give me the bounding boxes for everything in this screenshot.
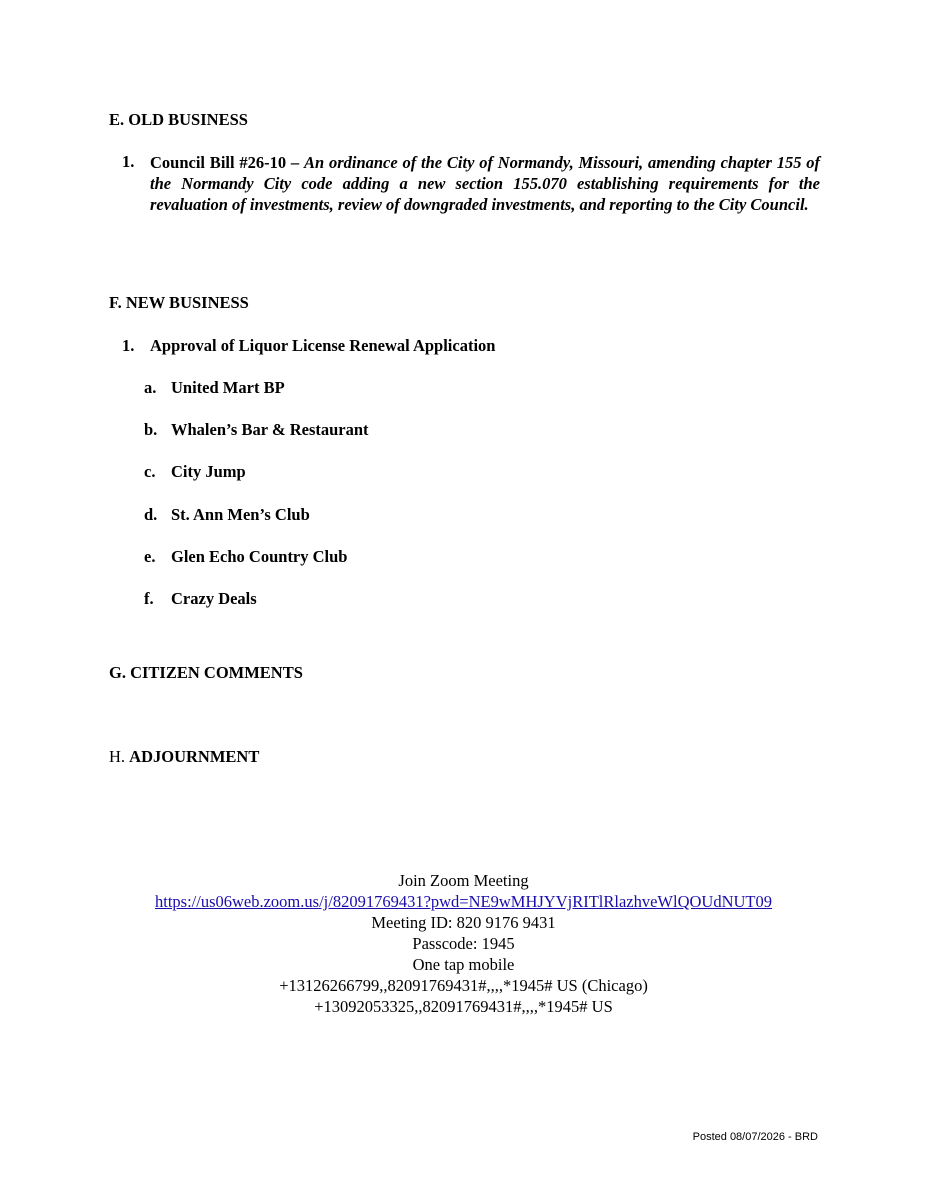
list-item-letter: e. <box>144 547 156 566</box>
old-business-item-number: 1. <box>122 152 135 171</box>
new-business-item-title: Approval of Liquor License Renewal Application <box>150 336 496 355</box>
section-heading-adjournment <box>109 747 259 767</box>
list-item-letter: c. <box>144 462 156 481</box>
adjournment-prefix: H. <box>109 747 126 766</box>
list-item-letter: d. <box>144 505 158 524</box>
section-heading-new-business: F. NEW BUSINESS <box>109 293 249 312</box>
posted-footer: Posted 08/07/2026 - BRD <box>692 1131 818 1143</box>
list-item-letter: f. <box>144 589 154 608</box>
list-item-label: Glen Echo Country Club <box>171 547 348 566</box>
section-heading-citizen-comments: G. CITIZEN COMMENTS <box>109 663 303 682</box>
list-item-label: Crazy Deals <box>171 589 257 608</box>
council-bill-description: An ordinance of the City of Normandy, Missouri, amending chapter 155 of the Normandy City code adding a new section 155.070 establishing requirements for the revaluation of investments, review of downgraded investments, and reporting to the City Council. <box>150 153 821 214</box>
adjournment-text: ADJOURNMENT <box>129 747 260 766</box>
zoom-phone-chicago: +13126266799,,82091769431#,,,,*1945# US (Chicago) <box>279 976 648 995</box>
list-item-label: Whalen’s Bar & Restaurant <box>171 420 369 439</box>
new-business-item-number: 1. <box>122 336 135 355</box>
list-item-label: City Jump <box>171 462 246 481</box>
zoom-meeting-info <box>0 870 927 1017</box>
council-bill-item <box>150 152 820 215</box>
list-item-letter: a. <box>144 378 157 397</box>
list-item-label: United Mart BP <box>171 378 285 397</box>
list-item-letter: b. <box>144 420 158 439</box>
section-heading-old-business: E. OLD BUSINESS <box>109 110 248 129</box>
council-bill-dash: – <box>286 153 304 172</box>
zoom-meeting-link[interactable]: https://us06web.zoom.us/j/82091769431?pwd=NE9wMHJYVjRITlRlazhveWlQOUdNUT09 <box>154 892 772 911</box>
zoom-passcode: Passcode: 1945 <box>412 934 515 953</box>
list-item-label: St. Ann Men’s Club <box>171 505 310 524</box>
zoom-one-tap-label: One tap mobile <box>412 955 515 974</box>
zoom-phone-us: +13092053325,,82091769431#,,,,*1945# US <box>314 997 613 1016</box>
zoom-meeting-id: Meeting ID: 820 9176 9431 <box>371 913 556 932</box>
council-bill-title: Council Bill #26-10 <box>150 153 287 172</box>
zoom-join-label: Join Zoom Meeting <box>398 871 529 890</box>
